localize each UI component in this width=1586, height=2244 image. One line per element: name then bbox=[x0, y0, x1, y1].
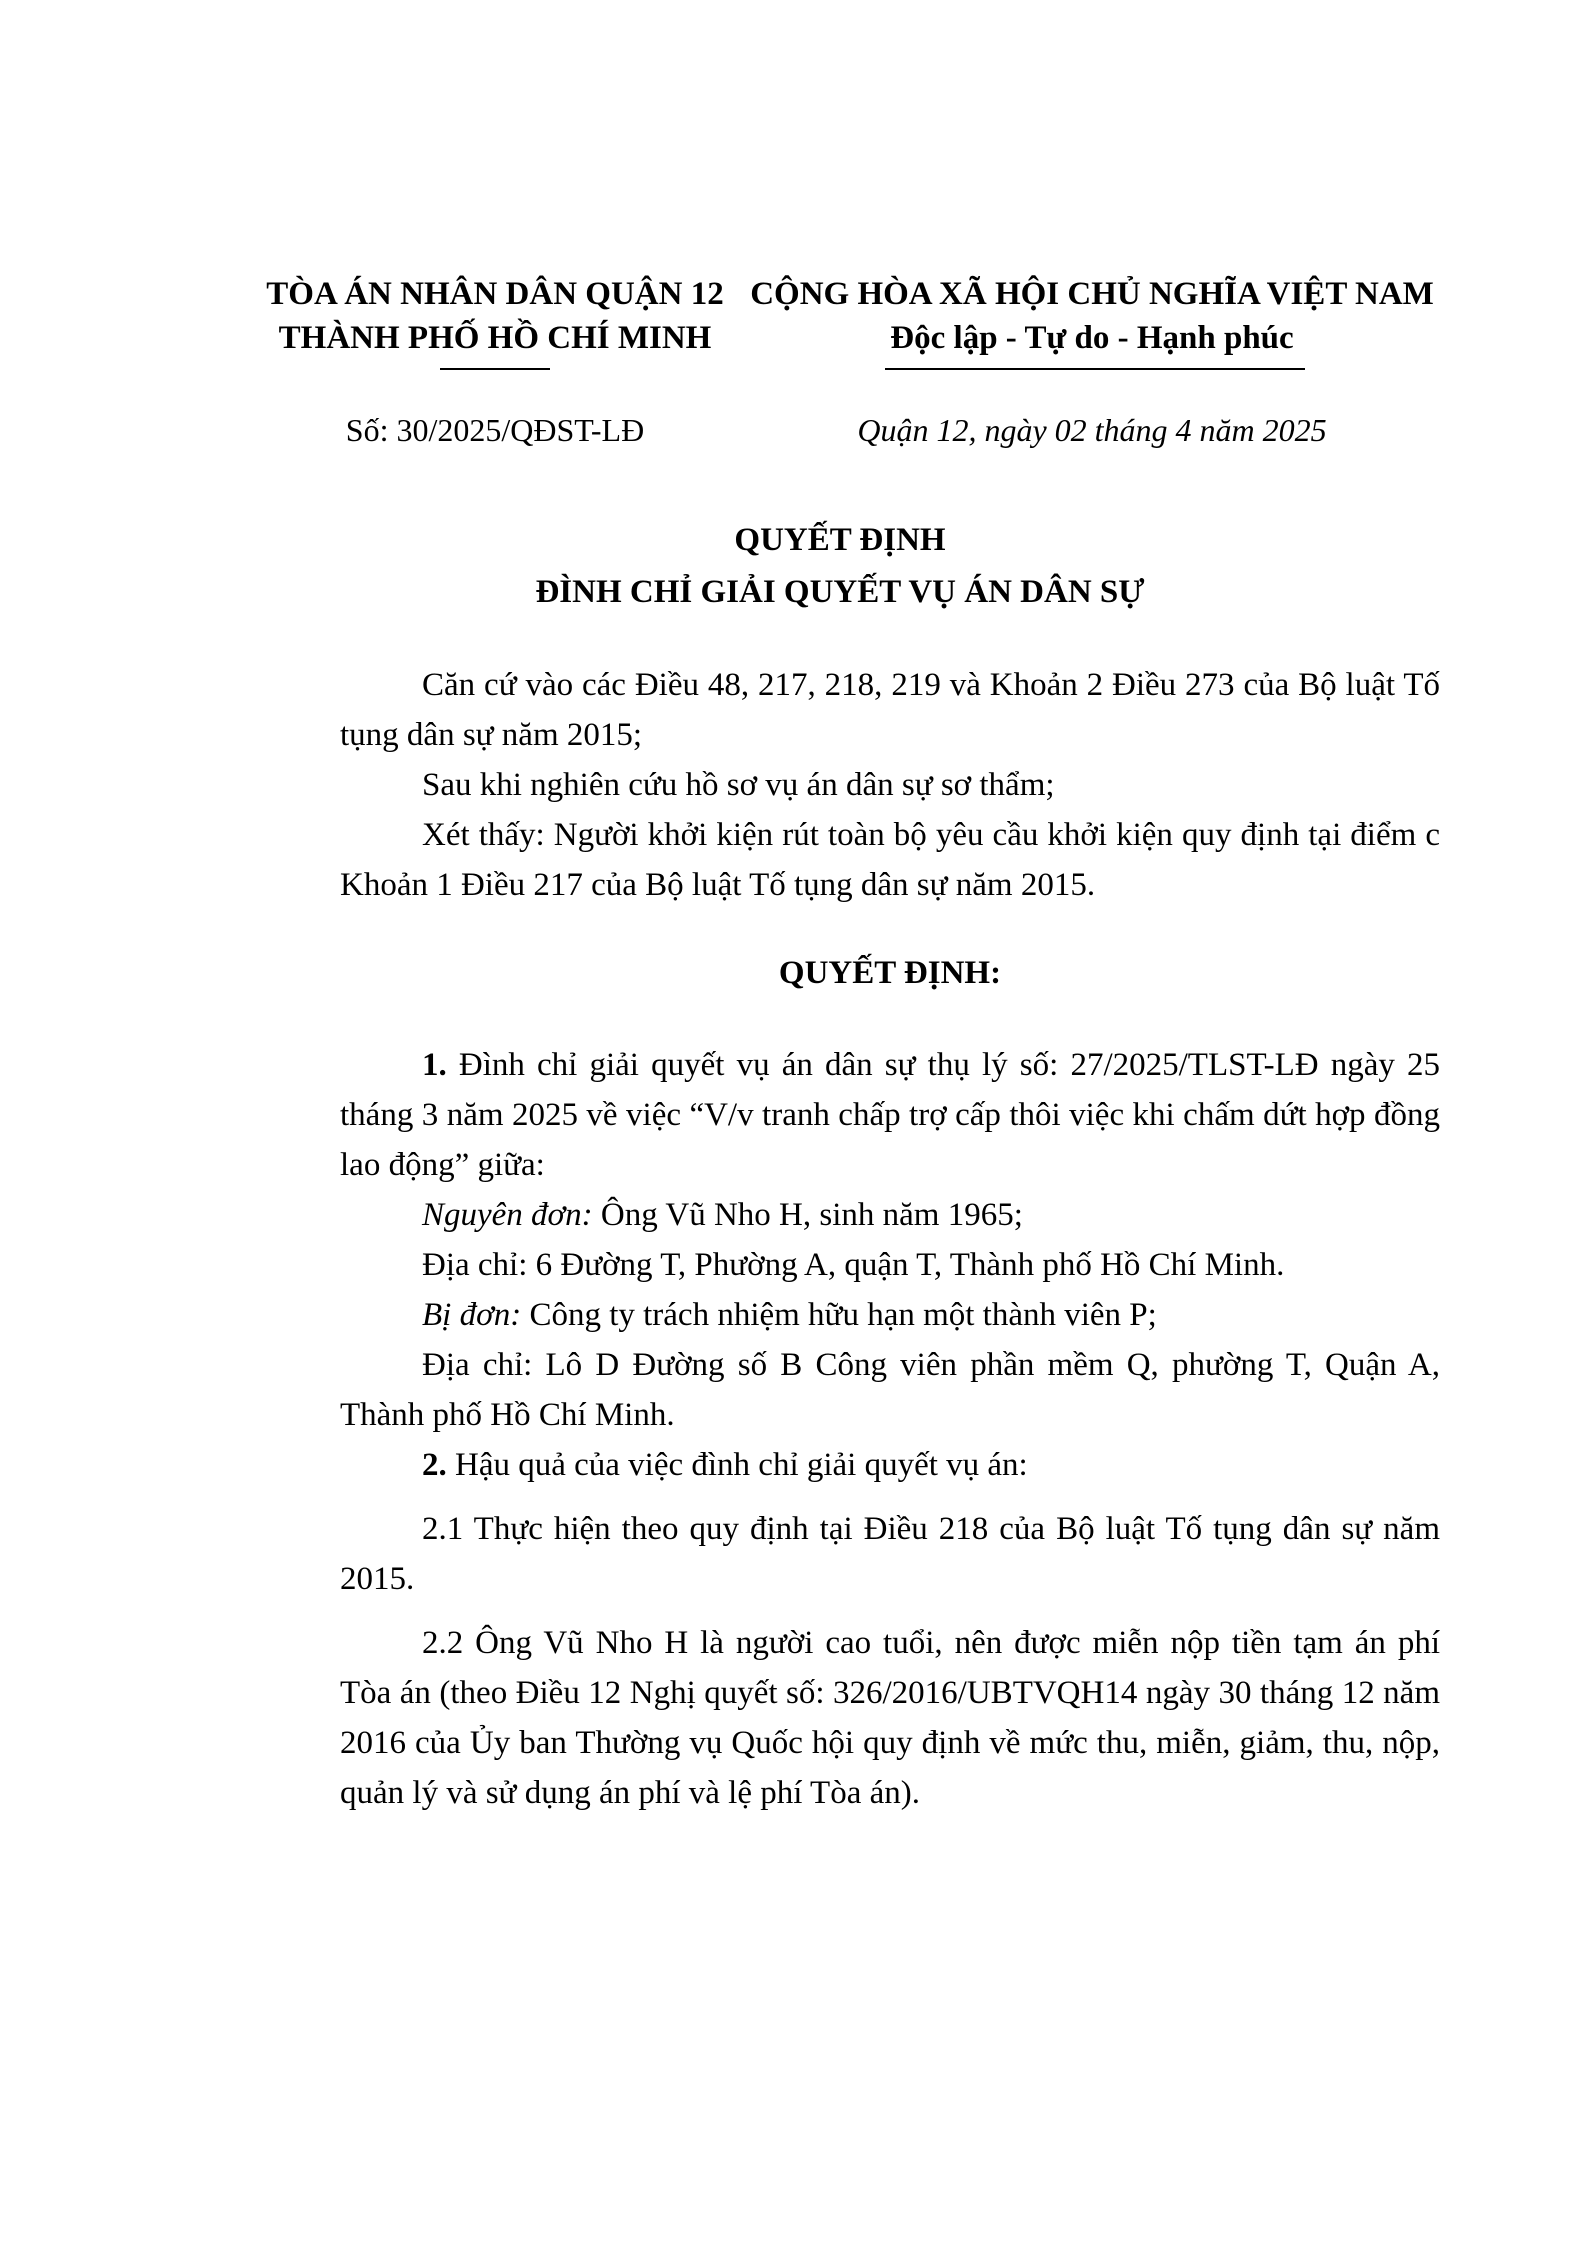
defendant-label: Bị đơn: bbox=[422, 1297, 522, 1333]
plaintiff-label: Nguyên đơn: bbox=[422, 1197, 593, 1233]
national-title: CỘNG HÒA XÃ HỘI CHỦ NGHĨA VIỆT NAM bbox=[750, 276, 1434, 312]
decision-item-2-1: 2.1 Thực hiện theo quy định tại Điều 218 của Bộ luật Tố tụng dân sự năm 2015. bbox=[340, 1511, 1440, 1597]
item-1-text: Đình chỉ giải quyết vụ án dân sự thụ lý số: 27/2025/TLST-LĐ ngày 25 tháng 3 năm 2025 về việc “V/v tranh chấp trợ cấp thôi việc khi chấm dứt hợp đồng lao động” giữa: bbox=[340, 1047, 1440, 1183]
title-line-2: ĐÌNH CHỈ GIẢI QUYẾT VỤ ÁN DÂN SỰ bbox=[535, 574, 1145, 610]
defendant-value: Công ty trách nhiệm hữu hạn một thành viên P; bbox=[521, 1297, 1157, 1333]
court-header-divider bbox=[440, 368, 550, 370]
court-name: TÒA ÁN NHÂN DÂN QUẬN 12 bbox=[266, 276, 724, 312]
item-2-number: 2. bbox=[422, 1447, 447, 1483]
decision-item-2-2: 2.2 Ông Vũ Nho H là người cao tuổi, nên được miễn nộp tiền tạm án phí Tòa án (theo Điều 12 Nghị quyết số: 326/2016/UBTVQH14 ngày 30 tháng 12 năm 2016 của Ủy ban Thường vụ Quốc hội quy định về mức thu, miễn, giảm, thu, nộp, quản lý và sử dụng án phí và lệ phí Tòa án). bbox=[340, 1625, 1440, 1811]
item-1-number: 1. bbox=[422, 1047, 447, 1083]
decision-heading: QUYẾT ĐỊNH: bbox=[778, 955, 1002, 991]
national-header-divider bbox=[885, 368, 1305, 370]
title-line-1: QUYẾT ĐỊNH bbox=[734, 522, 946, 558]
preamble-review: Sau khi nghiên cứu hồ sơ vụ án dân sự sơ thẩm; bbox=[422, 767, 1055, 803]
document-title bbox=[240, 514, 1440, 618]
court-city: THÀNH PHỐ HỒ CHÍ MINH bbox=[278, 320, 712, 356]
preamble-finding: Xét thấy: Người khởi kiện rút toàn bộ yêu cầu khởi kiện quy định tại điểm c Khoản 1 Điều 217 của Bộ luật Tố tụng dân sự năm 2015. bbox=[340, 817, 1440, 903]
decision-item-1 bbox=[340, 1040, 1440, 1190]
national-motto: Độc lập - Tự do - Hạnh phúc bbox=[890, 320, 1294, 356]
item-2-text: Hậu quả của việc đình chỉ giải quyết vụ án: bbox=[446, 1447, 1028, 1483]
defendant-address: Địa chỉ: Lô D Đường số B Công viên phần mềm Q, phường T, Quận A, Thành phố Hồ Chí Minh. bbox=[340, 1347, 1440, 1433]
document-number: Số: 30/2025/QĐST-LĐ bbox=[345, 412, 645, 448]
decision-item-2 bbox=[340, 1440, 1440, 1490]
document-body bbox=[340, 660, 1440, 1818]
plaintiff-line bbox=[340, 1190, 1440, 1240]
document-date: Quận 12, ngày 02 tháng 4 năm 2025 bbox=[857, 412, 1327, 448]
plaintiff-address: Địa chỉ: 6 Đường T, Phường A, quận T, Thành phố Hồ Chí Minh. bbox=[422, 1247, 1285, 1283]
defendant-line bbox=[340, 1290, 1440, 1340]
preamble-legal-basis: Căn cứ vào các Điều 48, 217, 218, 219 và Khoản 2 Điều 273 của Bộ luật Tố tụng dân sự năm 2015; bbox=[340, 667, 1440, 753]
court-header bbox=[250, 272, 740, 360]
national-header bbox=[742, 272, 1442, 360]
plaintiff-value: Ông Vũ Nho H, sinh năm 1965; bbox=[592, 1197, 1023, 1233]
